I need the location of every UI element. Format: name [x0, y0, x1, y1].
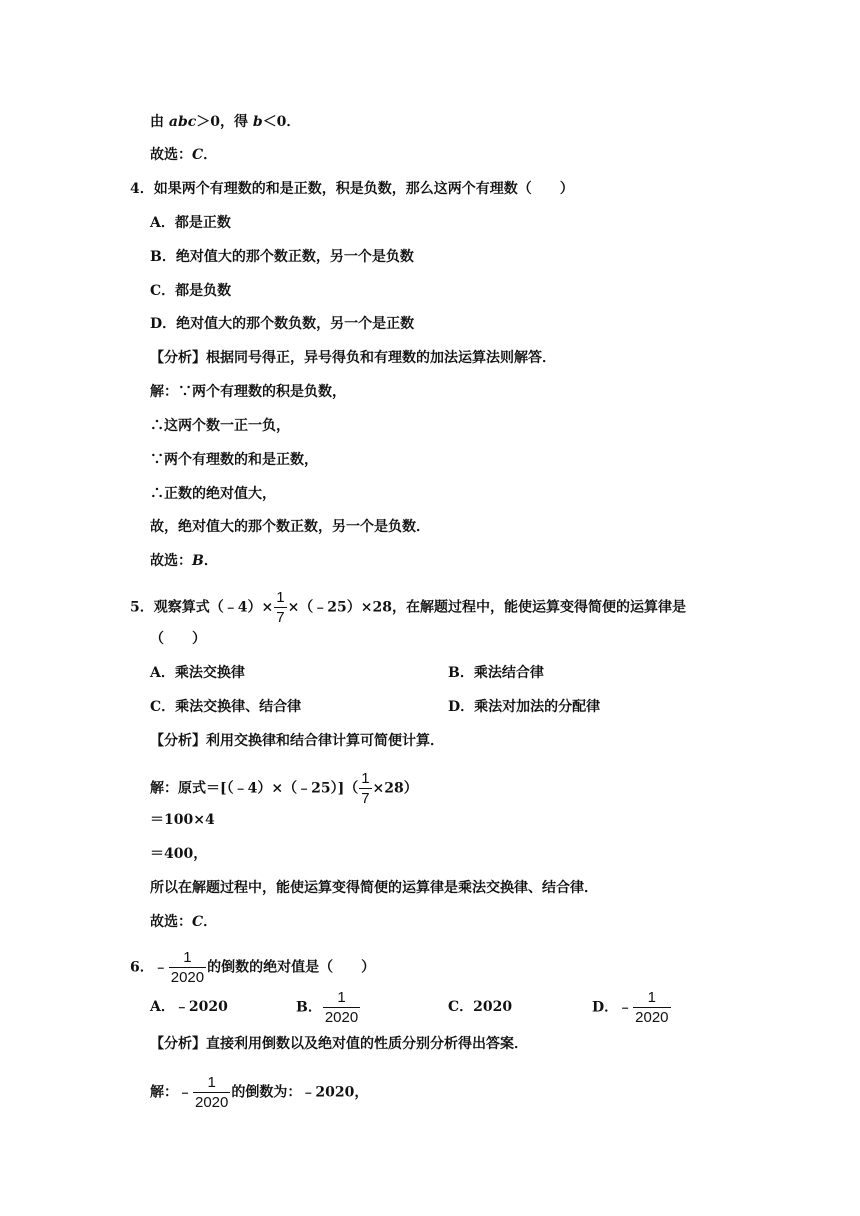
math-variable: b — [252, 114, 263, 130]
text-run: 故选： — [150, 914, 192, 930]
fraction — [359, 771, 371, 806]
text-run: A．乘法交换律 — [150, 665, 245, 681]
text-run: D．﹣ — [592, 999, 633, 1016]
text-run: 故选： — [150, 553, 192, 569]
answer-line — [150, 145, 217, 165]
text-run: A．﹣2020 — [150, 999, 228, 1015]
fraction-denominator: 7 — [276, 609, 285, 626]
solution-line — [150, 382, 346, 402]
text-run: ∴这两个数一正一负， — [150, 418, 290, 434]
text-run: 【分析】根据同号得正，异号得负和有理数的加法运算法则解答． — [150, 350, 556, 366]
option-a — [150, 997, 228, 1017]
text-run: 的倒数为：﹣2020， — [231, 1084, 369, 1101]
math-variable: C — [192, 147, 204, 163]
option-d — [448, 697, 600, 717]
text-run: D．乘法对加法的分配律 — [448, 699, 601, 715]
text-run: （ ） — [150, 631, 206, 647]
solution-line — [150, 844, 207, 864]
fraction — [323, 990, 360, 1025]
text-run: ＞0，得 — [196, 114, 253, 130]
analysis-line — [150, 348, 556, 368]
solution-line — [150, 1075, 368, 1110]
solution-line — [150, 416, 290, 436]
question-blank — [150, 629, 206, 649]
math-variable: C — [192, 914, 204, 930]
solution-line — [150, 810, 215, 830]
solution-line — [150, 517, 430, 537]
fraction-denominator: 2020 — [195, 1094, 229, 1111]
text-run: ＝100×4 — [150, 812, 215, 828]
text-run: 解：∵两个有理数的积是负数， — [150, 384, 346, 400]
text-run: ×28） — [372, 780, 418, 797]
text-run: A．都是正数 — [150, 215, 231, 231]
math-variable: B — [192, 553, 204, 569]
option-c — [150, 697, 301, 717]
question-4 — [130, 179, 574, 199]
answer-line — [150, 551, 218, 571]
option-d — [592, 990, 672, 1025]
option-a — [150, 663, 245, 683]
option-c — [448, 997, 512, 1017]
text-run: C．2020 — [448, 999, 513, 1015]
text-run: ． — [203, 147, 218, 163]
text-run: ∵两个有理数的和是正数， — [150, 452, 318, 468]
text-run: D．绝对值大的那个数负数，另一个是正数 — [150, 316, 415, 332]
analysis-line — [150, 1034, 528, 1054]
text-run: 【分析】直接利用倒数以及绝对值的性质分别分析得出答案． — [150, 1036, 528, 1052]
text-run: 所以在解题过程中，能使运算变得简便的运算律是乘法交换律、结合律． — [150, 880, 598, 896]
text-run: 【分析】利用交换律和结合律计算可简便计算． — [150, 733, 444, 749]
fraction-numerator: 1 — [207, 1074, 216, 1091]
question-6 — [130, 950, 375, 985]
fraction — [193, 1075, 230, 1110]
text-run: 4．如果两个有理数的和是正数，积是负数，那么这两个有理数（ ） — [130, 181, 574, 197]
text-run: ＜0． — [262, 114, 301, 130]
fraction-denominator: 2020 — [324, 1009, 359, 1026]
text-run: 由 — [150, 114, 169, 130]
text-run: 的倒数的绝对值是（ ） — [207, 959, 376, 976]
text-run: 故选： — [150, 147, 192, 163]
option-d — [150, 314, 414, 334]
option-b — [150, 247, 414, 267]
fraction-denominator: 2020 — [635, 1009, 669, 1026]
option-a — [150, 213, 231, 233]
option-b — [448, 663, 544, 683]
fraction-numerator: 1 — [337, 989, 346, 1006]
text-run: ∴正数的绝对值大， — [150, 486, 276, 502]
math-variable: abc — [168, 114, 197, 130]
fraction-numerator: 1 — [647, 989, 656, 1006]
answer-line — [150, 912, 217, 932]
text-run: 5．观察算式（﹣4）× — [130, 599, 274, 616]
text-run: 故，绝对值大的那个数正数，另一个是负数． — [150, 519, 430, 535]
solution-line — [150, 771, 418, 806]
text-run: ×（﹣25）×28，在解题过程中，能使运算变得简便的运算律是 — [287, 599, 686, 616]
fraction-denominator: 7 — [361, 790, 370, 807]
text-run: ． — [203, 553, 218, 569]
question-5 — [130, 590, 686, 625]
text-run: ＝400， — [150, 846, 208, 862]
fraction-numerator: 1 — [183, 949, 192, 966]
text-run: C．都是负数 — [150, 283, 232, 299]
fraction-numerator: 1 — [276, 589, 285, 606]
solution-line — [150, 484, 276, 504]
text-run: 解：原式＝[（﹣4）×（﹣25）]（ — [150, 780, 359, 797]
fraction-denominator: 2020 — [170, 969, 205, 986]
text-run: B．乘法结合律 — [448, 665, 544, 681]
fraction — [169, 950, 206, 985]
option-b — [296, 990, 361, 1025]
analysis-line — [150, 731, 444, 751]
fraction — [274, 590, 286, 625]
fraction — [633, 990, 670, 1025]
text-run: B． — [296, 999, 322, 1016]
solution-line — [150, 878, 598, 898]
text-run: B．绝对值大的那个数正数，另一个是负数 — [150, 249, 414, 265]
fraction-numerator: 1 — [361, 770, 370, 787]
solution-line — [150, 112, 300, 132]
solution-line — [150, 450, 318, 470]
text-run: 解：﹣ — [150, 1084, 192, 1101]
text-run: C．乘法交换律、结合律 — [150, 699, 302, 715]
option-c — [150, 281, 231, 301]
text-run: ． — [203, 914, 218, 930]
text-run: 6．﹣ — [130, 959, 168, 976]
